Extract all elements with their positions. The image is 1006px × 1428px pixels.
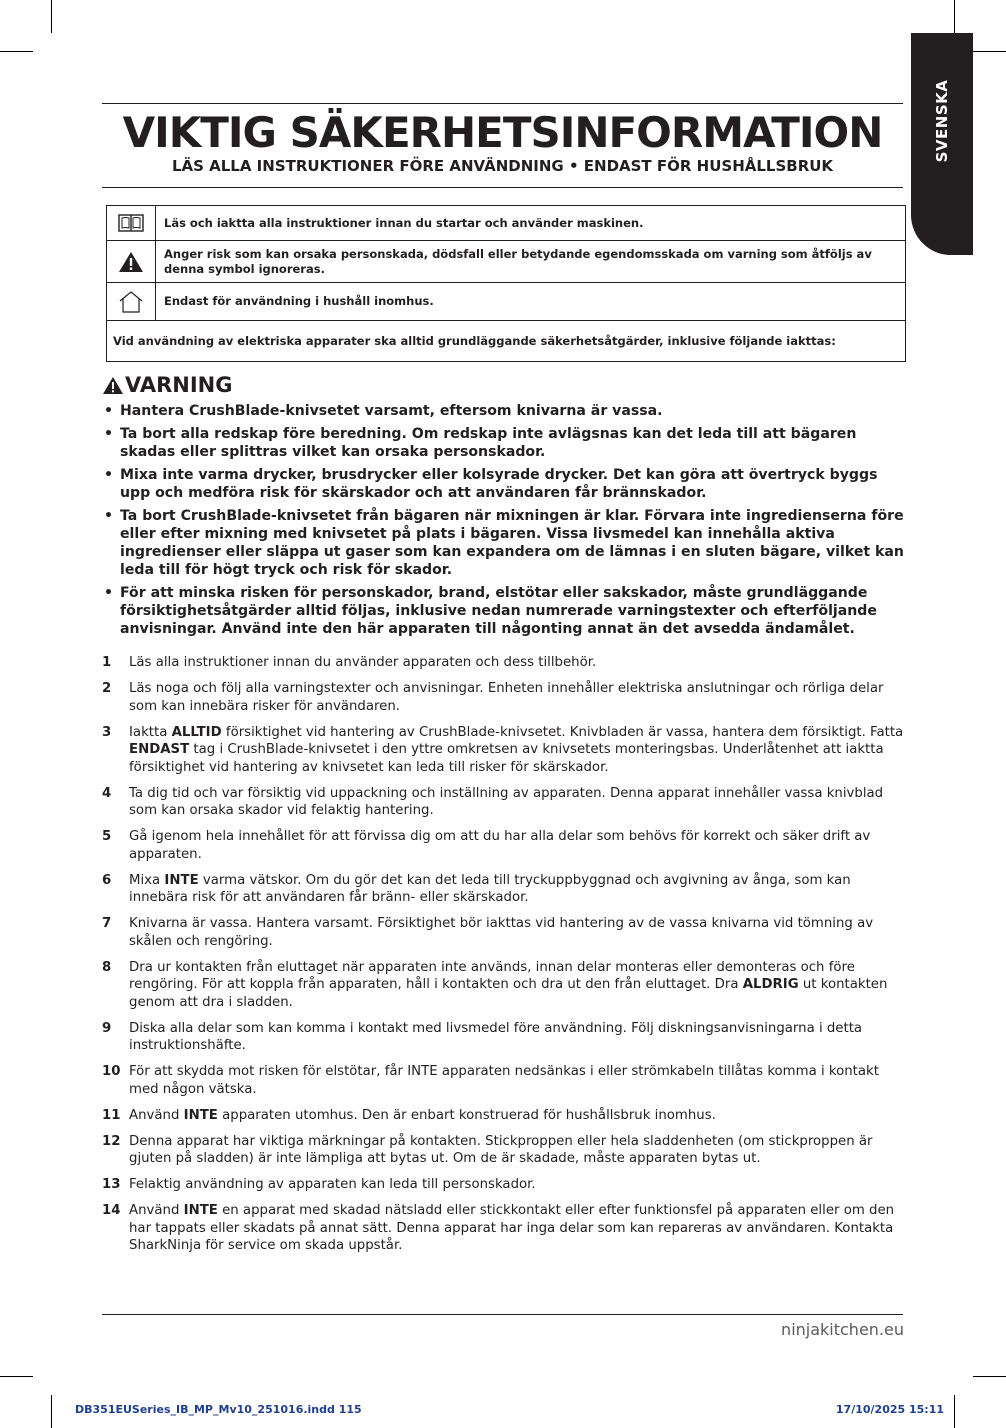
item-text: Felaktig användning av apparaten kan leda till personskador. bbox=[129, 1177, 536, 1192]
numbered-item bbox=[102, 654, 906, 672]
numbered-list bbox=[102, 654, 906, 1263]
crop-mark bbox=[973, 1376, 1006, 1377]
notice-row bbox=[107, 241, 905, 283]
item-text: Diska alla delar som kan komma i kontakt med livsmedel före användning. Följ diskningsanvisningarna i detta instruktionshäfte. bbox=[129, 1020, 863, 1053]
item-text: Läs noga och följ alla varningstexter och anvisningar. Enheten innehåller elektriska anslutningar och rörliga delar som kan innebära risker för användaren. bbox=[129, 681, 884, 714]
item-emphasis: ENDAST bbox=[129, 742, 190, 757]
footer-url: ninjakitchen.eu bbox=[781, 1320, 904, 1339]
warning-triangle-icon bbox=[102, 376, 124, 395]
item-number: 1 bbox=[102, 655, 112, 670]
item-text: en apparat med skadad nätsladd eller stickkontakt eller efter funktionsfel på apparaten eller om den har tappats eller skadats på annat sätt. Denna apparat har inga delar som kan repareras av användaren. Kontakta SharkNinja för service om skada uppstår. bbox=[129, 1203, 895, 1253]
notice-text: Endast för användning i hushåll inomhus. bbox=[164, 294, 434, 308]
warning-bullet: • Hantera CrushBlade-knivsetet varsamt, eftersom knivarna är vassa. bbox=[104, 402, 904, 420]
item-number: 13 bbox=[102, 1177, 121, 1192]
item-number: 7 bbox=[102, 916, 112, 931]
warning-bullet: • Mixa inte varma drycker, brusdrycker eller kolsyrade drycker. Det kan göra att övertryck byggs upp och medföra risk för skärskador och att användaren får brännskador. bbox=[104, 466, 904, 502]
book-icon bbox=[107, 206, 156, 240]
item-number: 6 bbox=[102, 872, 112, 888]
slug-date: 17/10/2025 15:11 bbox=[835, 1403, 944, 1416]
item-number: 3 bbox=[102, 724, 112, 740]
footer-rule bbox=[102, 1314, 903, 1315]
item-text: Mixa bbox=[129, 872, 165, 888]
numbered-item bbox=[102, 1107, 906, 1125]
item-text: ut kontakten genom att dra i sladden. bbox=[129, 977, 888, 1010]
crop-mark bbox=[51, 0, 52, 33]
language-tab bbox=[911, 33, 973, 255]
numbered-item bbox=[102, 1133, 906, 1168]
notice-text: Anger risk som kan orsaka personskada, dödsfall eller betydande egendomsskada om varning som åtföljs av denna symbol ignoreras. bbox=[164, 246, 872, 276]
item-text: Denna apparat har viktiga märkningar på kontakten. Stickproppen eller hela sladdenheten (om stickproppen är gjuten på sladden) är inte lämpliga att bytas ut. Om de är skadade, måste apparaten bytas ut. bbox=[129, 1133, 873, 1166]
numbered-item bbox=[102, 680, 906, 715]
warning-heading-text: VARNING bbox=[125, 373, 233, 397]
house-icon bbox=[107, 283, 156, 320]
item-text: apparaten utomhus. Den är enbart konstruerad för hushållsbruk inomhus. bbox=[217, 1107, 716, 1123]
warning-list bbox=[104, 402, 904, 643]
warning-triangle-icon bbox=[107, 241, 156, 282]
item-text: varma vätskor. Om du gör det kan det leda till tryckuppbyggnad och avgivning av ånga, som kan innebära risk för att användaren får bränn- eller skärskador. bbox=[129, 872, 851, 905]
top-rule bbox=[102, 103, 903, 104]
page-subtitle: LÄS ALLA INSTRUKTIONER FÖRE ANVÄNDNING • ENDAST FÖR HUSHÅLLSBRUK bbox=[171, 157, 834, 175]
item-number: 14 bbox=[102, 1203, 121, 1218]
numbered-item bbox=[102, 828, 906, 863]
language-tab-label: SVENSKA bbox=[933, 79, 951, 163]
item-text: tag i CrushBlade-knivsetet i den yttre omkretsen av knivsetets monteringsbas. Underlåtenhet att iaktta försiktighet vid hantering av knivsetet kan leda till risker för skärskador. bbox=[129, 742, 884, 775]
item-number: 11 bbox=[102, 1107, 121, 1123]
numbered-item bbox=[102, 1202, 906, 1255]
item-emphasis: INTE bbox=[183, 1107, 218, 1123]
item-text: försiktighet vid hantering av CrushBlade-knivsetet. Knivbladen är vassa, hantera dem försiktigt. Fatta bbox=[221, 724, 904, 740]
numbered-item bbox=[102, 785, 906, 820]
item-number: 4 bbox=[102, 785, 112, 801]
item-text: Knivarna är vassa. Hantera varsamt. Försiktighet bör iakttas vid hantering av de vassa knivarna vid tömning av skålen och rengöring. bbox=[129, 916, 874, 949]
notice-footer: Vid användning av elektriska apparater ska alltid grundläggande säkerhetsåtgärder, inklusive följande iakttas: bbox=[113, 334, 836, 348]
crop-mark bbox=[973, 51, 1006, 52]
numbered-item bbox=[102, 872, 906, 907]
item-text: Använd bbox=[129, 1203, 184, 1218]
item-text: Läs alla instruktioner innan du använder apparaten och dess tillbehör. bbox=[129, 655, 597, 670]
item-emphasis: ALDRIG bbox=[742, 977, 799, 992]
item-text: Använd bbox=[129, 1107, 184, 1123]
crop-mark bbox=[0, 1376, 33, 1377]
notice-table bbox=[106, 205, 906, 362]
crop-mark bbox=[51, 1395, 52, 1428]
crop-mark bbox=[954, 0, 955, 33]
crop-mark bbox=[954, 1395, 955, 1428]
slug-filename: DB351EUSeries_IB_MP_Mv10_251016.indd 115 bbox=[75, 1403, 362, 1416]
notice-row bbox=[107, 283, 905, 321]
warning-bullet: • Ta bort alla redskap före beredning. Om redskap inte avlägsnas kan det leda till att bägaren skadas eller splittras vilket kan orsaka personskador. bbox=[104, 425, 904, 461]
page-title: VIKTIG SÄKERHETSINFORMATION bbox=[122, 108, 883, 157]
warning-heading bbox=[102, 372, 232, 398]
item-text: Dra ur kontakten från eluttaget när apparaten inte används, innan delar monteras eller demonteras och före rengöring. För att koppla från apparaten, håll i kontakten och dra ut den från eluttaget. Dra bbox=[129, 959, 855, 992]
item-number: 5 bbox=[102, 829, 112, 844]
numbered-item bbox=[102, 724, 906, 777]
item-text: Gå igenom hela innehållet för att förvissa dig om att du har alla delar som behövs för korrekt och säker drift av apparaten. bbox=[129, 829, 871, 862]
item-number: 2 bbox=[102, 681, 112, 696]
item-number: 8 bbox=[102, 959, 112, 975]
notice-row bbox=[107, 206, 905, 241]
item-number: 12 bbox=[102, 1133, 121, 1149]
numbered-item bbox=[102, 1063, 906, 1098]
item-text: Iaktta bbox=[129, 724, 172, 740]
item-emphasis: ALLTID bbox=[171, 724, 222, 740]
item-number: 9 bbox=[102, 1020, 112, 1036]
numbered-item bbox=[102, 1176, 906, 1194]
item-emphasis: INTE bbox=[183, 1203, 218, 1218]
header-rule bbox=[102, 187, 903, 188]
warning-bullet: • För att minska risken för personskador, brand, elstötar eller sakskador, måste grundläggande försiktighetsåtgärder alltid följas, inklusive nedan numrerade varningstexter och efterföljande anvisningar. Använd inte den här apparaten till någonting annat än det avsedda ändamålet. bbox=[104, 584, 904, 638]
item-text: Ta dig tid och var försiktig vid uppackning och inställning av apparaten. Denna apparat innehåller vassa knivblad som kan orsaka skador vid felaktig hantering. bbox=[129, 785, 884, 818]
item-text: För att skydda mot risken för elstötar, får INTE apparaten nedsänkas i eller strömkabeln tillåtas komma i kontakt med någon vätska. bbox=[129, 1064, 879, 1097]
notice-text: Läs och iaktta alla instruktioner innan du startar och använder maskinen. bbox=[164, 215, 644, 230]
item-emphasis: INTE bbox=[164, 872, 199, 888]
numbered-item bbox=[102, 915, 906, 950]
numbered-item bbox=[102, 1020, 906, 1055]
warning-bullet: • Ta bort CrushBlade-knivsetet från bägaren när mixningen är klar. Förvara inte ingredienserna före eller efter mixning med knivsetet på plats i bägaren. Vissa livsmedel kan innehålla aktiva ingredienser eller släppa ut gaser som kan expandera om de lämnas i en sluten bägare, vilket kan leda till för högt tryck och risk för skador. bbox=[104, 507, 904, 579]
item-number: 10 bbox=[102, 1064, 121, 1079]
numbered-item bbox=[102, 959, 906, 1012]
crop-mark bbox=[0, 51, 33, 52]
